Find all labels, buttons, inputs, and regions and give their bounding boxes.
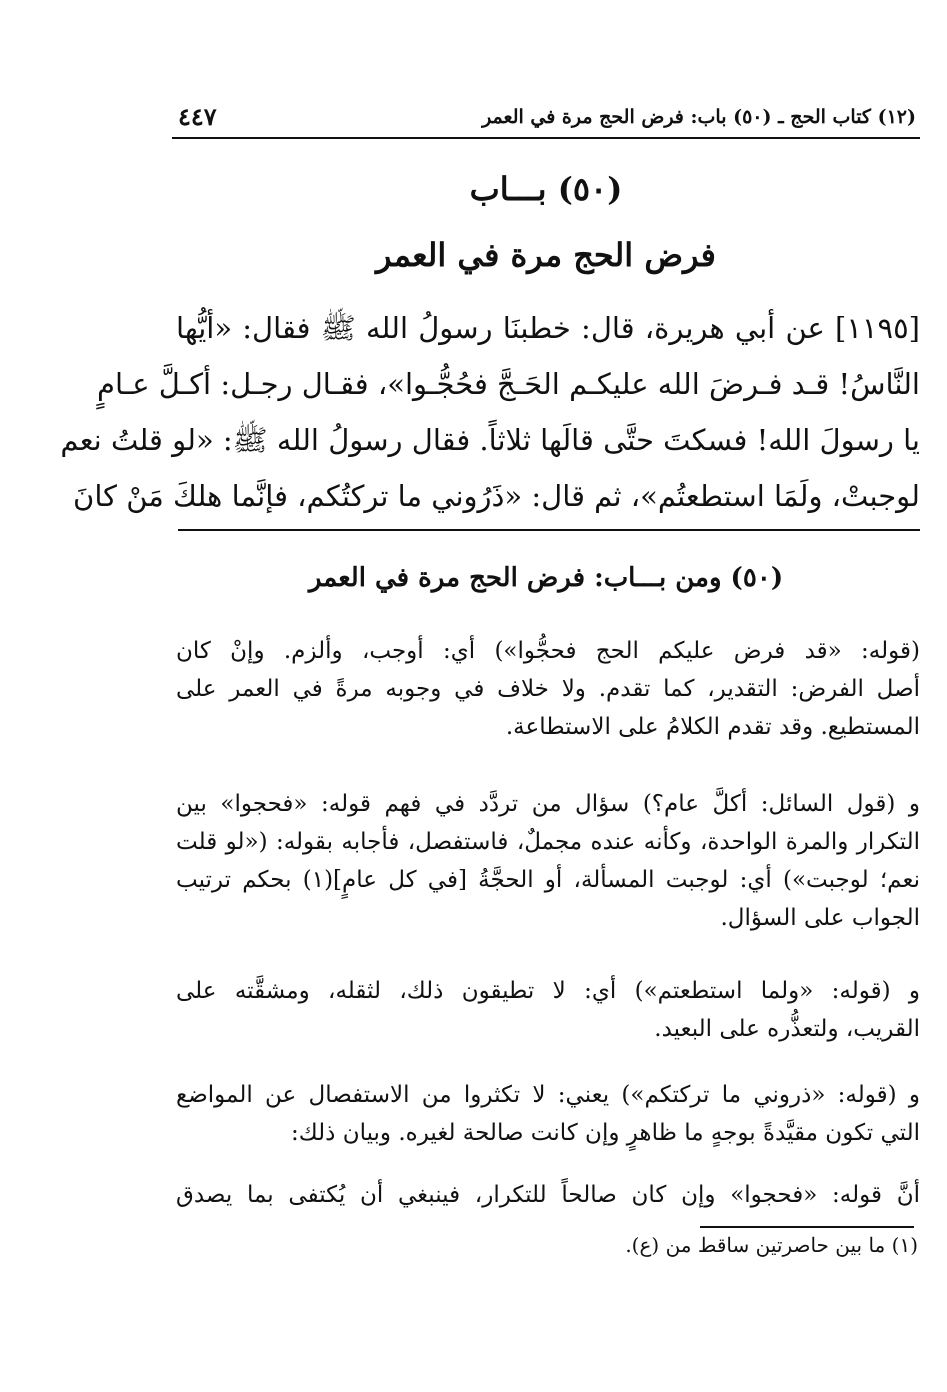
footnote-divider: [700, 1226, 914, 1228]
commentary-line: (قوله: «قد فرض عليكم الحج فحجُّوا») أي: أوجب، وألزم. وإنْ كان: [176, 638, 920, 664]
commentary-line: الجواب على السؤال.: [720, 905, 920, 931]
hadith-text: [60, 300, 920, 524]
commentary-paragraph: [176, 632, 920, 746]
commentary-line: و (قول السائل: أكلَّ عام؟) سؤال من تردَّد في فهم قوله: «فحجوا» بين: [176, 791, 920, 817]
commentary-line: التكرار والمرة الواحدة، وكأنه عنده مجملٌ، فاستفصل، فأجابه بقوله: («لو قلت: [176, 829, 920, 855]
commentary-line: و (قوله: «ذروني ما تركتكم») يعني: لا تكثروا من الاستفصال عن المواضع: [176, 1082, 920, 1108]
footnote: (١) ما بين حاصرتين ساقط من (ع).: [625, 1233, 918, 1257]
chapter-title: فرض الحج مرة في العمر: [376, 236, 716, 274]
header-divider: [172, 137, 920, 139]
commentary-line: القريب، ولتعذُّره على البعيد.: [654, 1016, 920, 1042]
page-number: ٤٤٧: [178, 102, 217, 131]
commentary-line: نعم؛ لوجبت») أي: لوجبت المسألة، أو الحجَّةُ [في كل عامٍ](١) بحكم ترتيب: [176, 867, 920, 893]
commentary-paragraph: [176, 1176, 920, 1214]
chapter-number: (٥٠) بـــاب: [469, 170, 623, 208]
commentary-paragraph: [176, 785, 920, 937]
commentary-paragraph: [176, 972, 920, 1048]
hadith-line: النَّاسُ! قـد فـرضَ الله عليكـم الحَـجَّ فحُجُّـوا»، فقـال رجـل: أكـلَّ عـامٍ: [96, 367, 920, 401]
commentary-paragraph: [176, 1076, 920, 1152]
commentary-line: أصل الفرض: التقدير، كما تقدم. ولا خلاف في وجوبه مرةً في العمر على: [176, 676, 920, 702]
running-header: [172, 100, 920, 136]
section-divider: [178, 529, 920, 531]
hadith-line: [١١٩٥] عن أبي هريرة، قال: خطبنَا رسولُ الله ﷺ فقال: «أيُّها: [176, 311, 920, 345]
commentary-line: التي تكون مقيَّدةً بوجهٍ ما ظاهرٍ وإن كانت صالحة لغيره. وبيان ذلك:: [291, 1120, 920, 1146]
commentary-line: المستطيع. وقد تقدم الكلامُ على الاستطاعة.: [505, 714, 920, 740]
hadith-line: لوجبتْ، ولَمَا استطعتُم»، ثم قال: «ذَرُوني ما تركتُكم، فإنَّما هلكَ مَنْ كانَ: [73, 479, 920, 513]
commentary-heading: (٥٠) ومن بـــاب: فرض الحج مرة في العمر: [308, 563, 784, 593]
hadith-line: يا رسولَ الله! فسكتَ حتَّى قالَها ثلاثاً. فقال رسولُ الله ﷺ: «لو قلتُ نعم: [60, 423, 920, 457]
commentary-line: أنَّ قوله: «فحجوا» وإن كان صالحاً للتكرار، فينبغي أن يُكتفى بما يصدق: [176, 1182, 920, 1208]
commentary-line: و (قوله: «ولما استطعتم») أي: لا تطيقون ذلك، لثقله، ومشقَّته على: [176, 978, 920, 1004]
running-header-title: (١٢) كتاب الحج ـ (٥٠) باب: فرض الحج مرة في العمر: [482, 106, 916, 128]
